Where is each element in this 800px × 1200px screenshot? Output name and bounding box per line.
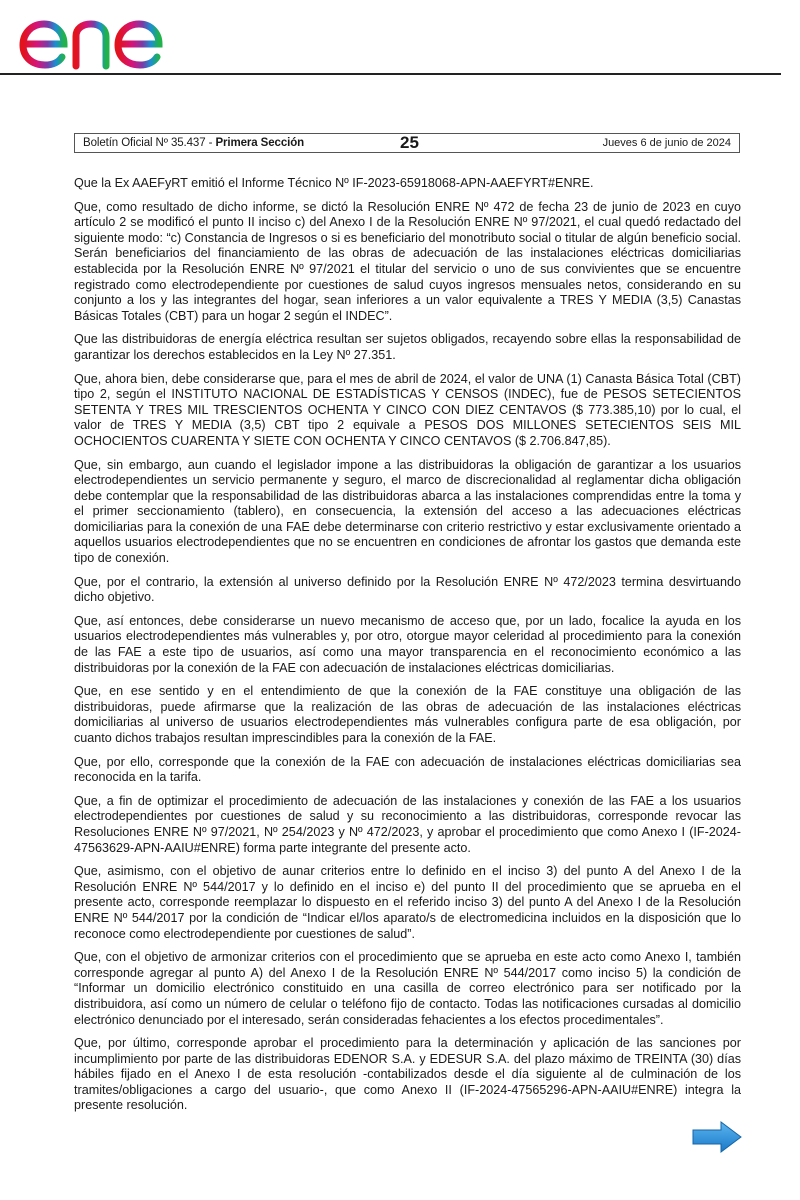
paragraph: Que, sin embargo, aun cuando el legislador impone a las distribuidoras la obligación de garantizar a los usuarios electrodependientes un servicio permanente y seguro, el marco de discrecionalidad al reglamentar dicha obligación debe contemplar que la responsabilidad de las distribuidoras abarca a las instalaciones comprendidas entre la toma y el primer seccionamiento (tablero), en consecuencia, la extensión del acceso a las adecuaciones eléctricas domiciliarias para la conexión de una FAE debe determinarse con criterio restrictivo y estar exclusivamente orientado a aquellos usuarios electrodependientes que no se encuentren en condiciones de afrontar los gastos que demanda este tipo de conexión.: [74, 457, 741, 566]
paragraph: Que la Ex AAEFyRT emitió el Informe Técnico Nº IF-2023-65918068-APN-AAEFYRT#ENRE.: [74, 176, 594, 190]
paragraph: Que las distribuidoras de energía eléctrica resultan ser sujetos obligados, recayendo sobre ellas la responsabilidad de garantizar los derechos establecidos en la Ley Nº 27.351.: [74, 332, 741, 362]
next-page-button[interactable]: [691, 1120, 743, 1159]
paragraph: Que, por ello, corresponde que la conexión de la FAE con adecuación de instalaciones eléctricas domiciliarias sea reconocida en la tarifa.: [74, 754, 741, 785]
gazette-title-line: Boletín Oficial Nº 35.437 - Primera Sección: [83, 137, 305, 149]
paragraph: Que, en ese sentido y en el entendimiento de que la conexión de la FAE constituye una obligación de las distribuidoras, puede afirmarse que la realización de las obras de adecuación de las instalaciones eléctricas domiciliarias al universo de usuarios electrodependientes más vulnerables configura parte de esa obligación, por cuanto dichos trabajos resultan imprescindibles para la conexión de la FAE.: [74, 684, 741, 745]
paragraph: Que, asimismo, con el objetivo de aunar criterios entre lo definido en el inciso 3) del punto A del Anexo I de la Resolución ENRE Nº 544/2017 y lo definido en el inciso e) del punto II del procedimiento que se aprueba en el presente acto, corresponde reemplazar lo dispuesto en el referido inciso 3) del punto A del Anexo I de la Resolución ENRE Nº 544/2017 por la condición de “Indicar el/los aparato/s de electromedicina incluidos en la disposición que lo reconoce como electrodependiente por cuestiones de salud”.: [74, 864, 741, 941]
page-number: 25: [400, 133, 419, 152]
enel-logo-icon: [18, 2, 190, 75]
header-rule: [0, 73, 781, 75]
gazette-header: [74, 133, 740, 153]
gazette-date: Jueves 6 de junio de 2024: [602, 137, 731, 149]
paragraph: Que, ahora bien, debe considerarse que, para el mes de abril de 2024, el valor de UNA (1) Canasta Básica Total (CBT) tipo 2, según el INSTITUTO NACIONAL DE ESTADÍSTICAS Y CENSOS (INDEC), fue de PESOS SETECIENTOS SETENTA Y TRES MIL TRESCIENTOS OCHENTA Y CINCO CON DIEZ CENTAVOS ($ 773.385,10) por lo cual, el valor de TRES Y MEDIA (3,5) CBT tipo 2 equivale a PESOS DOS MILLONES SETECIENTOS SEIS MIL OCHOCIENTOS CUARENTA Y SIETE CON OCHENTA Y CINCO CENTAVOS ($ 2.706.847,85).: [74, 371, 741, 448]
paragraph: Que, así entonces, debe considerarse un nuevo mecanismo de acceso que, por un lado, focalice la ayuda en los usuarios electrodependientes más vulnerables y, por otro, otorgue mayor celeridad al procedimiento para la conexión de las FAE a este tipo de usuarios, así como una mayor transparencia en el reconocimiento económico a las distribuidoras por la conexión de la FAE con adecuación de instalaciones eléctricas domiciliarias.: [74, 613, 741, 675]
paragraph: Que, como resultado de dicho informe, se dictó la Resolución ENRE Nº 472 de fecha 23 de junio de 2023 en cuyo artículo 2 se modificó el punto II inciso c) del Anexo I de la Resolución ENRE Nº 97/2021, el cual quedó redactado del siguiente modo: “c) Constancia de Ingresos o si es beneficiario del monotributo social o titular de algún beneficio social. Serán beneficiarios del financiamiento de las obras de adecuación de las instalaciones eléctricas domiciliarias establecida por la Resolución ENRE Nº 97/2021 el titular del servicio o uno de sus convivientes que se encuentre registrado como electrodependiente por cuestiones de salud cuyos ingresos mensuales netos, considerando en su conjunto a los y las integrantes del hogar, sean inferiores a un valor equivalente a TRES Y MEDIA (3,5) Canastas Básicas Totales (CBT) para un hogar 2 según el INDEC”.: [74, 199, 741, 323]
next-arrow-icon: [691, 1120, 743, 1154]
gazette-section: Primera Sección: [215, 137, 305, 149]
gazette-title: Boletín Oficial Nº 35.437: [83, 137, 206, 149]
paragraph: Que, por el contrario, la extensión al universo definido por la Resolución ENRE Nº 472/2023 termina desvirtuando dicho objetivo.: [74, 574, 741, 605]
paragraph: Que, a fin de optimizar el procedimiento de adecuación de las instalaciones y conexión de las FAE a los usuarios electrodependientes por cuestiones de salud y su reconocimiento a las distribuidoras, corresponde revocar las Resoluciones ENRE Nº 97/2021, Nº 254/2023 y Nº 472/2023, y aprobar el procedimiento que como Anexo I (IF-2024-47563629-APN-AAIU#ENRE) forma parte integrante del presente acto.: [74, 793, 741, 855]
document-body: [74, 176, 741, 1122]
paragraph: Que, por último, corresponde aprobar el procedimiento para la determinación y aplicación de las sanciones por incumplimiento por parte de las distribuidoras EDENOR S.A. y EDESUR S.A. del plazo máximo de TREINTA (30) días hábiles fijado en el Anexo I de esta resolución -contabilizados desde el día siguiente al de culminación de los tramites/obligaciones a cargo del usuario-, que como Anexo II (IF-2024-47565296-APN-AAIU#ENRE) integra la presente resolución.: [74, 1036, 741, 1113]
paragraph: Que, con el objetivo de armonizar criterios con el procedimiento que se aprueba en este acto como Anexo I, también corresponde agregar al punto A) del Anexo I de la Resolución ENRE Nº 544/2017 como inciso 5) la condición de “Informar un domicilio electrónico constituido en una casilla de correo electrónico para ser notificado por la distribuidora, así como un número de celular o teléfono fijo de contacto. Todas las notificaciones cursadas al domicilio electrónico denunciado por el interesado, serán consideradas fehacientes a los efectos procedimentales”.: [74, 950, 741, 1027]
